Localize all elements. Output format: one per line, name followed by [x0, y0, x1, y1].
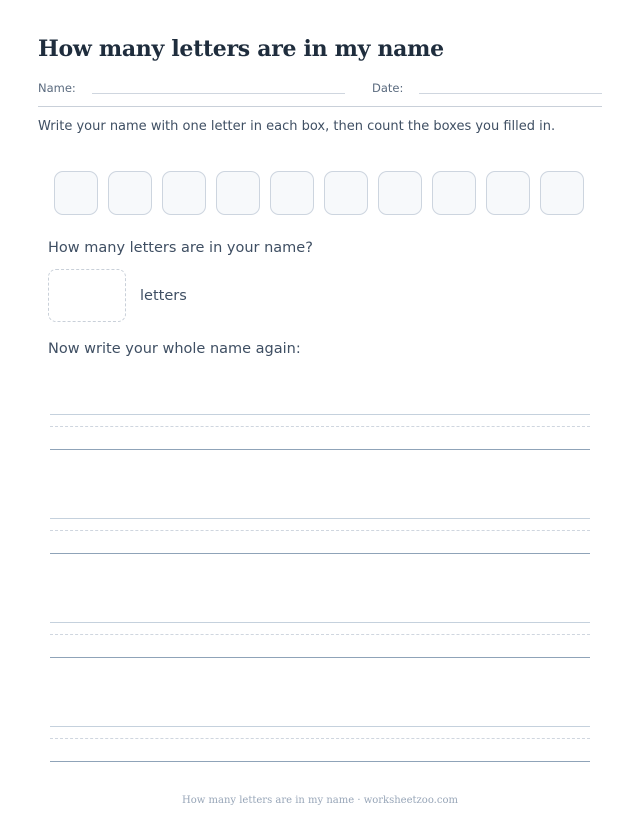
- handwriting-lines[interactable]: [50, 414, 590, 454]
- writing-midline: [50, 634, 590, 635]
- writing-top-line: [50, 414, 590, 415]
- writing-baseline: [50, 449, 590, 450]
- letter-count-answer-box[interactable]: [48, 269, 126, 322]
- date-field-line[interactable]: [419, 93, 602, 94]
- handwriting-lines[interactable]: [50, 726, 590, 766]
- instructions-text: Write your name with one letter in each box, then count the boxes you filled in.: [38, 119, 556, 134]
- letter-box[interactable]: [378, 171, 422, 215]
- letter-box[interactable]: [432, 171, 476, 215]
- letter-box[interactable]: [54, 171, 98, 215]
- writing-midline: [50, 426, 590, 427]
- letter-box[interactable]: [162, 171, 206, 215]
- letter-box[interactable]: [486, 171, 530, 215]
- writing-baseline: [50, 761, 590, 762]
- letter-box[interactable]: [216, 171, 260, 215]
- handwriting-lines[interactable]: [50, 622, 590, 662]
- writing-top-line: [50, 726, 590, 727]
- writing-top-line: [50, 622, 590, 623]
- page-title: How many letters are in my name: [38, 36, 444, 62]
- name-field-line[interactable]: [92, 93, 345, 94]
- name-label: Name:: [38, 81, 76, 95]
- rewrite-name-prompt: Now write your whole name again:: [48, 341, 301, 357]
- writing-midline: [50, 738, 590, 739]
- letter-count-question: How many letters are in your name?: [48, 240, 313, 256]
- letter-box[interactable]: [270, 171, 314, 215]
- writing-baseline: [50, 553, 590, 554]
- handwriting-lines[interactable]: [50, 518, 590, 558]
- writing-midline: [50, 530, 590, 531]
- writing-baseline: [50, 657, 590, 658]
- writing-top-line: [50, 518, 590, 519]
- date-label: Date:: [372, 81, 404, 95]
- header-divider: [38, 106, 602, 107]
- letter-box[interactable]: [108, 171, 152, 215]
- letter-box[interactable]: [540, 171, 584, 215]
- page-footer: How many letters are in my name · worksheetzoo.com: [182, 795, 458, 806]
- letter-box[interactable]: [324, 171, 368, 215]
- letters-suffix-label: letters: [140, 288, 187, 304]
